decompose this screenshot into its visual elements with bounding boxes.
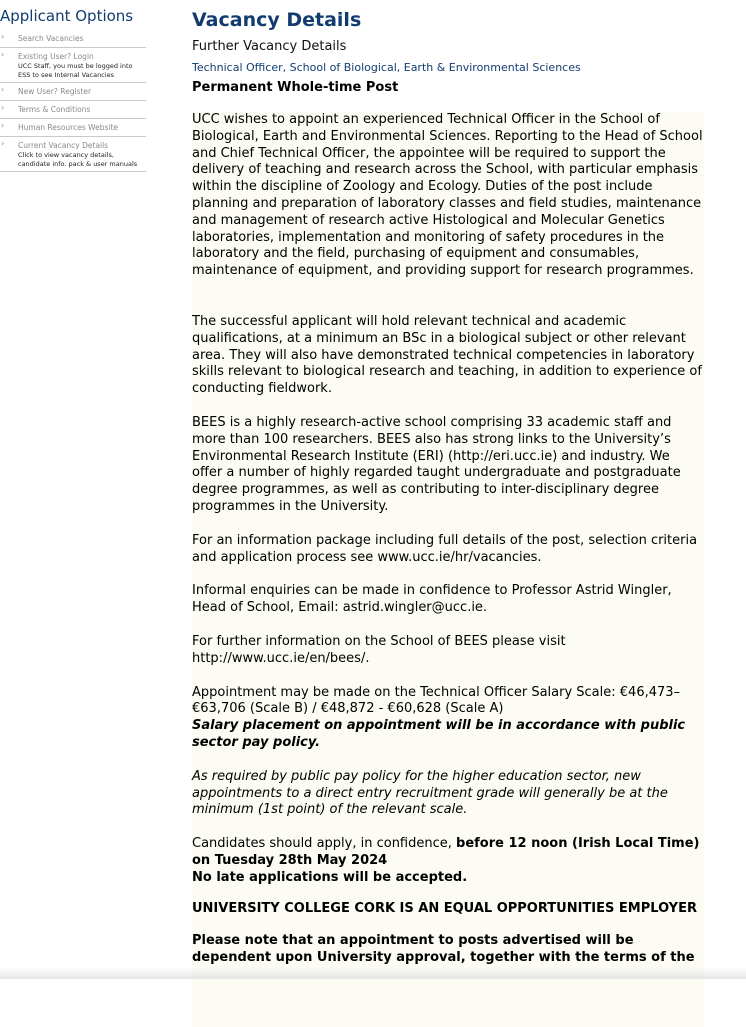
sidebar-item-hr-website[interactable] [0, 119, 146, 137]
deadline-text: before 12 noon (Irish Local Time) on Tuesday 28th May 2024 [192, 836, 700, 868]
sidebar-item-terms[interactable] [0, 101, 146, 119]
sidebar-item-label[interactable]: Existing User? Login [18, 52, 94, 61]
arrow-icon: › [1, 85, 5, 94]
intro-paragraph: UCC wishes to appoint an experienced Technical Officer in the School of Biological, Earth and Environmental Sciences. Reporting to the Head of School and Chief Technical Officer, the appointee will be required to support the delivery of teaching and research across the School, with particular emphasis within the discipline of Zoology and Ecology. Duties of the post include planning and preparation of laboratory classes and field studies, maintenance and management of research active Histological and Molecular Genetics laboratories, implementation and monitoring of safety procedures in the laboratory and the field, purchasing of equipment and consumables, maintenance of equipment, and providing support for research programmes. [192, 112, 703, 279]
sidebar-item-label[interactable]: Human Resources Website [18, 123, 119, 132]
arrow-icon: › [1, 139, 5, 148]
page-title: Vacancy Details [192, 9, 362, 31]
sidebar-item-label[interactable]: New User? Register [18, 87, 92, 96]
page-subtitle: Further Vacancy Details [192, 39, 347, 54]
late-applications-note: No late applications will be accepted. [192, 869, 468, 885]
sidebar-item-label[interactable]: Terms & Conditions [18, 105, 91, 114]
apply-prefix: Candidates should apply, in confidence, [192, 836, 457, 852]
sidebar-item-label[interactable]: Current Vacancy Details [18, 141, 109, 150]
approval-note: Please note that an appointment to posts advertised will be dependent upon University approval, together with the terms of the [192, 933, 695, 966]
arrow-icon: › [1, 32, 5, 41]
pay-policy-note: As required by public pay policy for the higher education sector, new appointments to a direct entry recruitment grade will generally be at the minimum (1st point) of the relevant scale. [192, 768, 668, 818]
requirements-paragraph: The successful applicant will hold relevant technical and academic qualifications, at a minimum an BSc in a biological subject or other relevant area. They will also have demonstrated technical competencies in laboratory skills relevant to biological research and teaching, in addition to experience of conducting fieldwork. [192, 313, 702, 397]
sidebar-title: Applicant Options [0, 7, 134, 25]
sidebar-item-note: Click to view vacancy details, candidate info. pack & user manuals [18, 151, 138, 168]
sidebar-item-search-vacancies[interactable] [0, 30, 146, 48]
sidebar-item-note: UCC Staff, you must be logged into ESS to see Internal Vacancies [18, 62, 133, 79]
salary-policy: Salary placement on appointment will be in accordance with public sector pay policy. [192, 718, 686, 750]
salary-scale: Appointment may be made on the Technical Officer Salary Scale: €46,473– €63,706 (Scale B) / €48,872 - €60,628 (Scale A) [192, 684, 681, 717]
sidebar-item-current-vacancy[interactable] [0, 137, 146, 172]
info-package-paragraph: For an information package including full details of the post, selection criteria and application process see www.ucc.ie/hr/vacancies. [192, 532, 698, 565]
vacancy-department: Technical Officer, School of Biological, Earth & Environmental Sciences [192, 61, 581, 74]
sidebar [0, 6, 146, 172]
further-info-paragraph: For further information on the School of BEES please visit http://www.ucc.ie/en/bees/. [192, 633, 566, 666]
application-deadline [192, 836, 704, 870]
arrow-icon: › [1, 50, 5, 59]
vacancy-description [192, 112, 704, 1027]
sidebar-item-register[interactable] [0, 83, 146, 101]
page-edge [0, 967, 746, 979]
arrow-icon: › [1, 103, 5, 112]
post-type: Permanent Whole-time Post [192, 80, 399, 95]
sidebar-item-label[interactable]: Search Vacancies [18, 34, 84, 43]
equal-opportunities: UNIVERSITY COLLEGE CORK IS AN EQUAL OPPORTUNITIES EMPLOYER [192, 901, 697, 917]
arrow-icon: › [1, 121, 5, 130]
sidebar-item-login[interactable] [0, 48, 146, 83]
enquiries-paragraph: Informal enquiries can be made in confidence to Professor Astrid Wingler, Head of School, Email: astrid.wingler@ucc.ie. [192, 583, 672, 616]
school-paragraph: BEES is a highly research-active school comprising 33 academic staff and more than 100 researchers. BEES also has strong links to the University’s Environmental Research Institute (ERI) (http://eri.ucc.ie) and industry. We offer a number of highly regarded taught undergraduate and postgraduate degree programmes, as well as contributing to inter-disciplinary degree programmes in the University. [192, 414, 681, 514]
main-content [192, 8, 704, 1027]
